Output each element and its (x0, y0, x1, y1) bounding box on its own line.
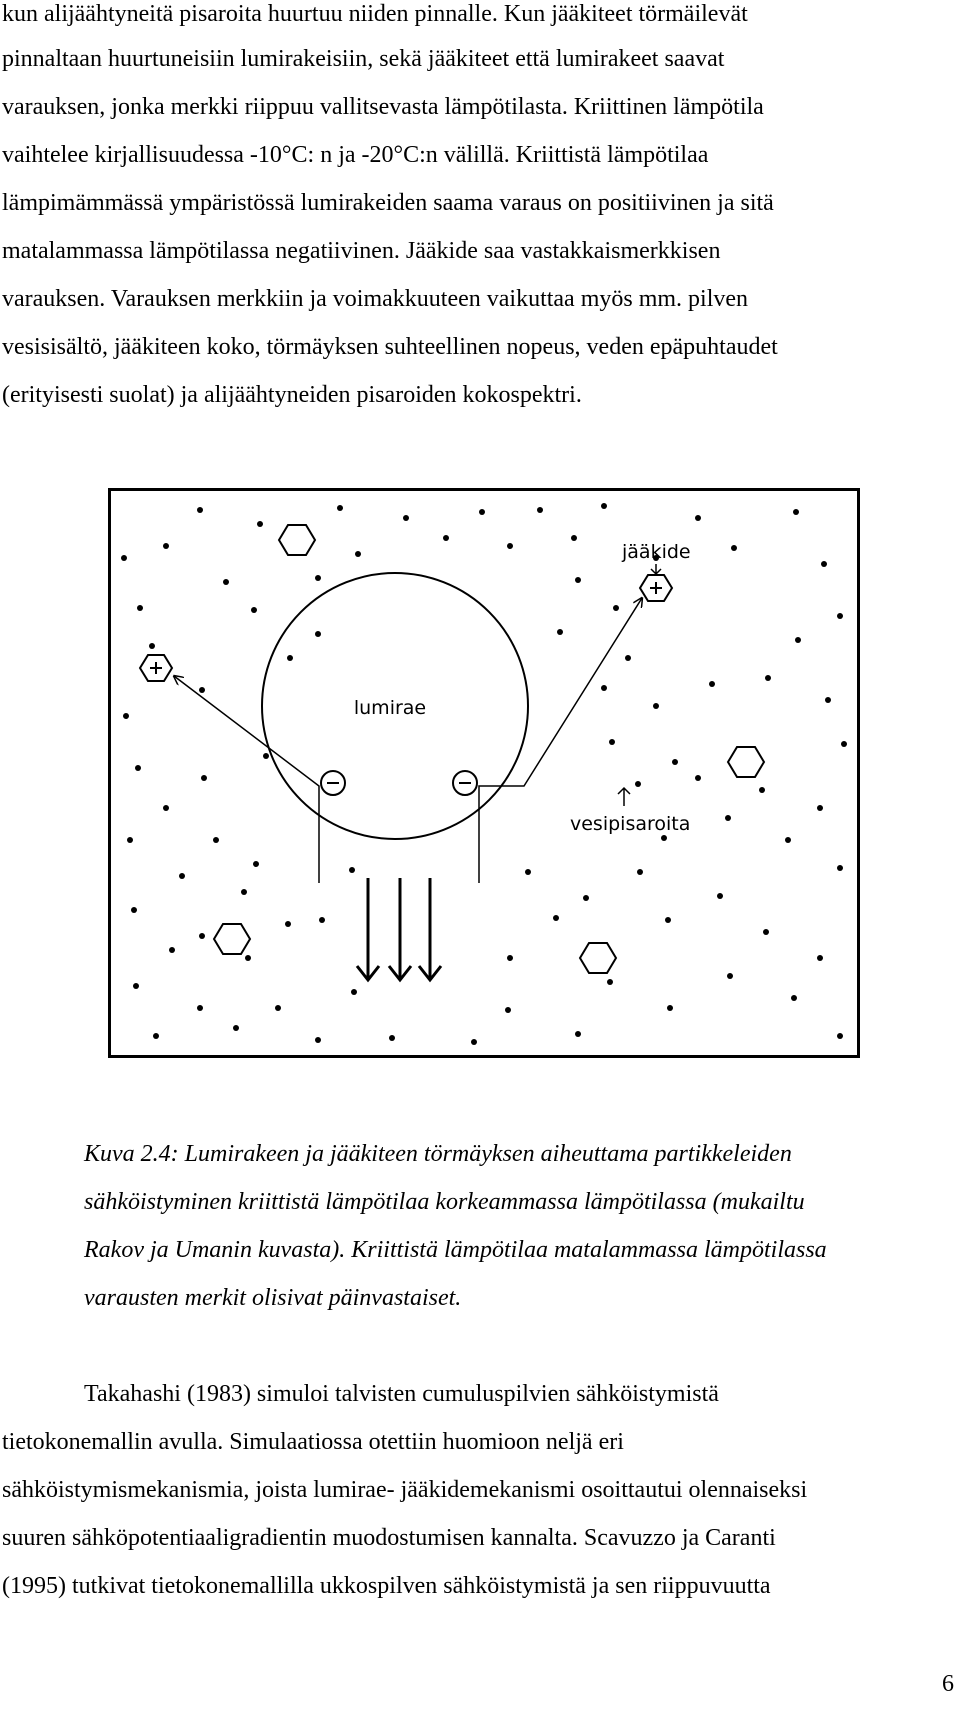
text-line: tietokonemallin avulla. Simulaatiossa otettiin huomioon neljä eri (2, 1429, 624, 1455)
ice-crystal-label: jääkide (622, 541, 691, 563)
text-line: matalammassa lämpötilassa negatiivinen. Jääkide saa vastakkaismerkkisen (2, 238, 721, 264)
positive-crystal-right (640, 575, 672, 601)
text-line: pinnaltaan huurtuneisiin lumirakeisiin, sekä jääkiteet että lumirakeet saavat (2, 46, 725, 72)
positive-crystal-left (140, 655, 172, 681)
text-line: suuren sähköpotentiaaligradientin muodostumisen kannalta. Scavuzzo ja Caranti (2, 1525, 776, 1551)
text-line: Takahashi (1983) simuloi talvisten cumuluspilvien sähköistymistä (84, 1381, 719, 1407)
text-line: varauksen, jonka merkki riippuu vallitsevasta lämpötilasta. Kriittinen lämpötila (2, 94, 764, 120)
text-line: (erityisesti suolat) ja alijäähtyneiden pisaroiden kokospektri. (2, 382, 582, 408)
text-line: kun alijäähtyneitä pisaroita huurtuu niiden pinnalle. Kun jääkiteet törmäilevät (2, 1, 748, 27)
negative-charge-right (453, 771, 477, 795)
graupel-label: lumirae (353, 697, 427, 719)
text-line: sähköistymismekanismia, joista lumirae- jääkidemekanismi osoittautui olennaiseksi (2, 1477, 808, 1503)
caption-line: varausten merkit olisivat päinvastaiset. (84, 1285, 462, 1311)
graupel-ice-collision-figure (108, 488, 860, 1060)
text-line: varauksen. Varauksen merkkiin ja voimakkuuteen vaikuttaa myös mm. pilven (2, 286, 749, 312)
caption-line: Rakov ja Umanin kuvasta). Kriittistä lämpötilaa matalammassa lämpötilassa (84, 1237, 827, 1263)
text-line: vesisisältö, jääkiteen koko, törmäyksen suhteellinen nopeus, veden epäpuhtaudet (2, 334, 778, 360)
page-number: 6 (942, 1671, 954, 1697)
droplets-label: vesipisaroita (570, 813, 691, 835)
text-line: vaihtelee kirjallisuudessa -10°C: n ja -20°C:n välillä. Kriittistä lämpötilaa (2, 142, 709, 168)
caption-line: Kuva 2.4: Lumirakeen ja jääkiteen törmäyksen aiheuttama partikkeleiden (84, 1141, 792, 1167)
negative-charge-left (321, 771, 345, 795)
text-line: lämpimämmässä ympäristössä lumirakeiden saama varaus on positiivinen ja sitä (2, 190, 774, 216)
caption-line: sähköistyminen kriittistä lämpötilaa korkeammassa lämpötilassa (mukailtu (84, 1189, 805, 1215)
text-line: (1995) tutkivat tietokonemallilla ukkospilven sähköistymistä ja sen riippuvuutta (2, 1573, 771, 1599)
